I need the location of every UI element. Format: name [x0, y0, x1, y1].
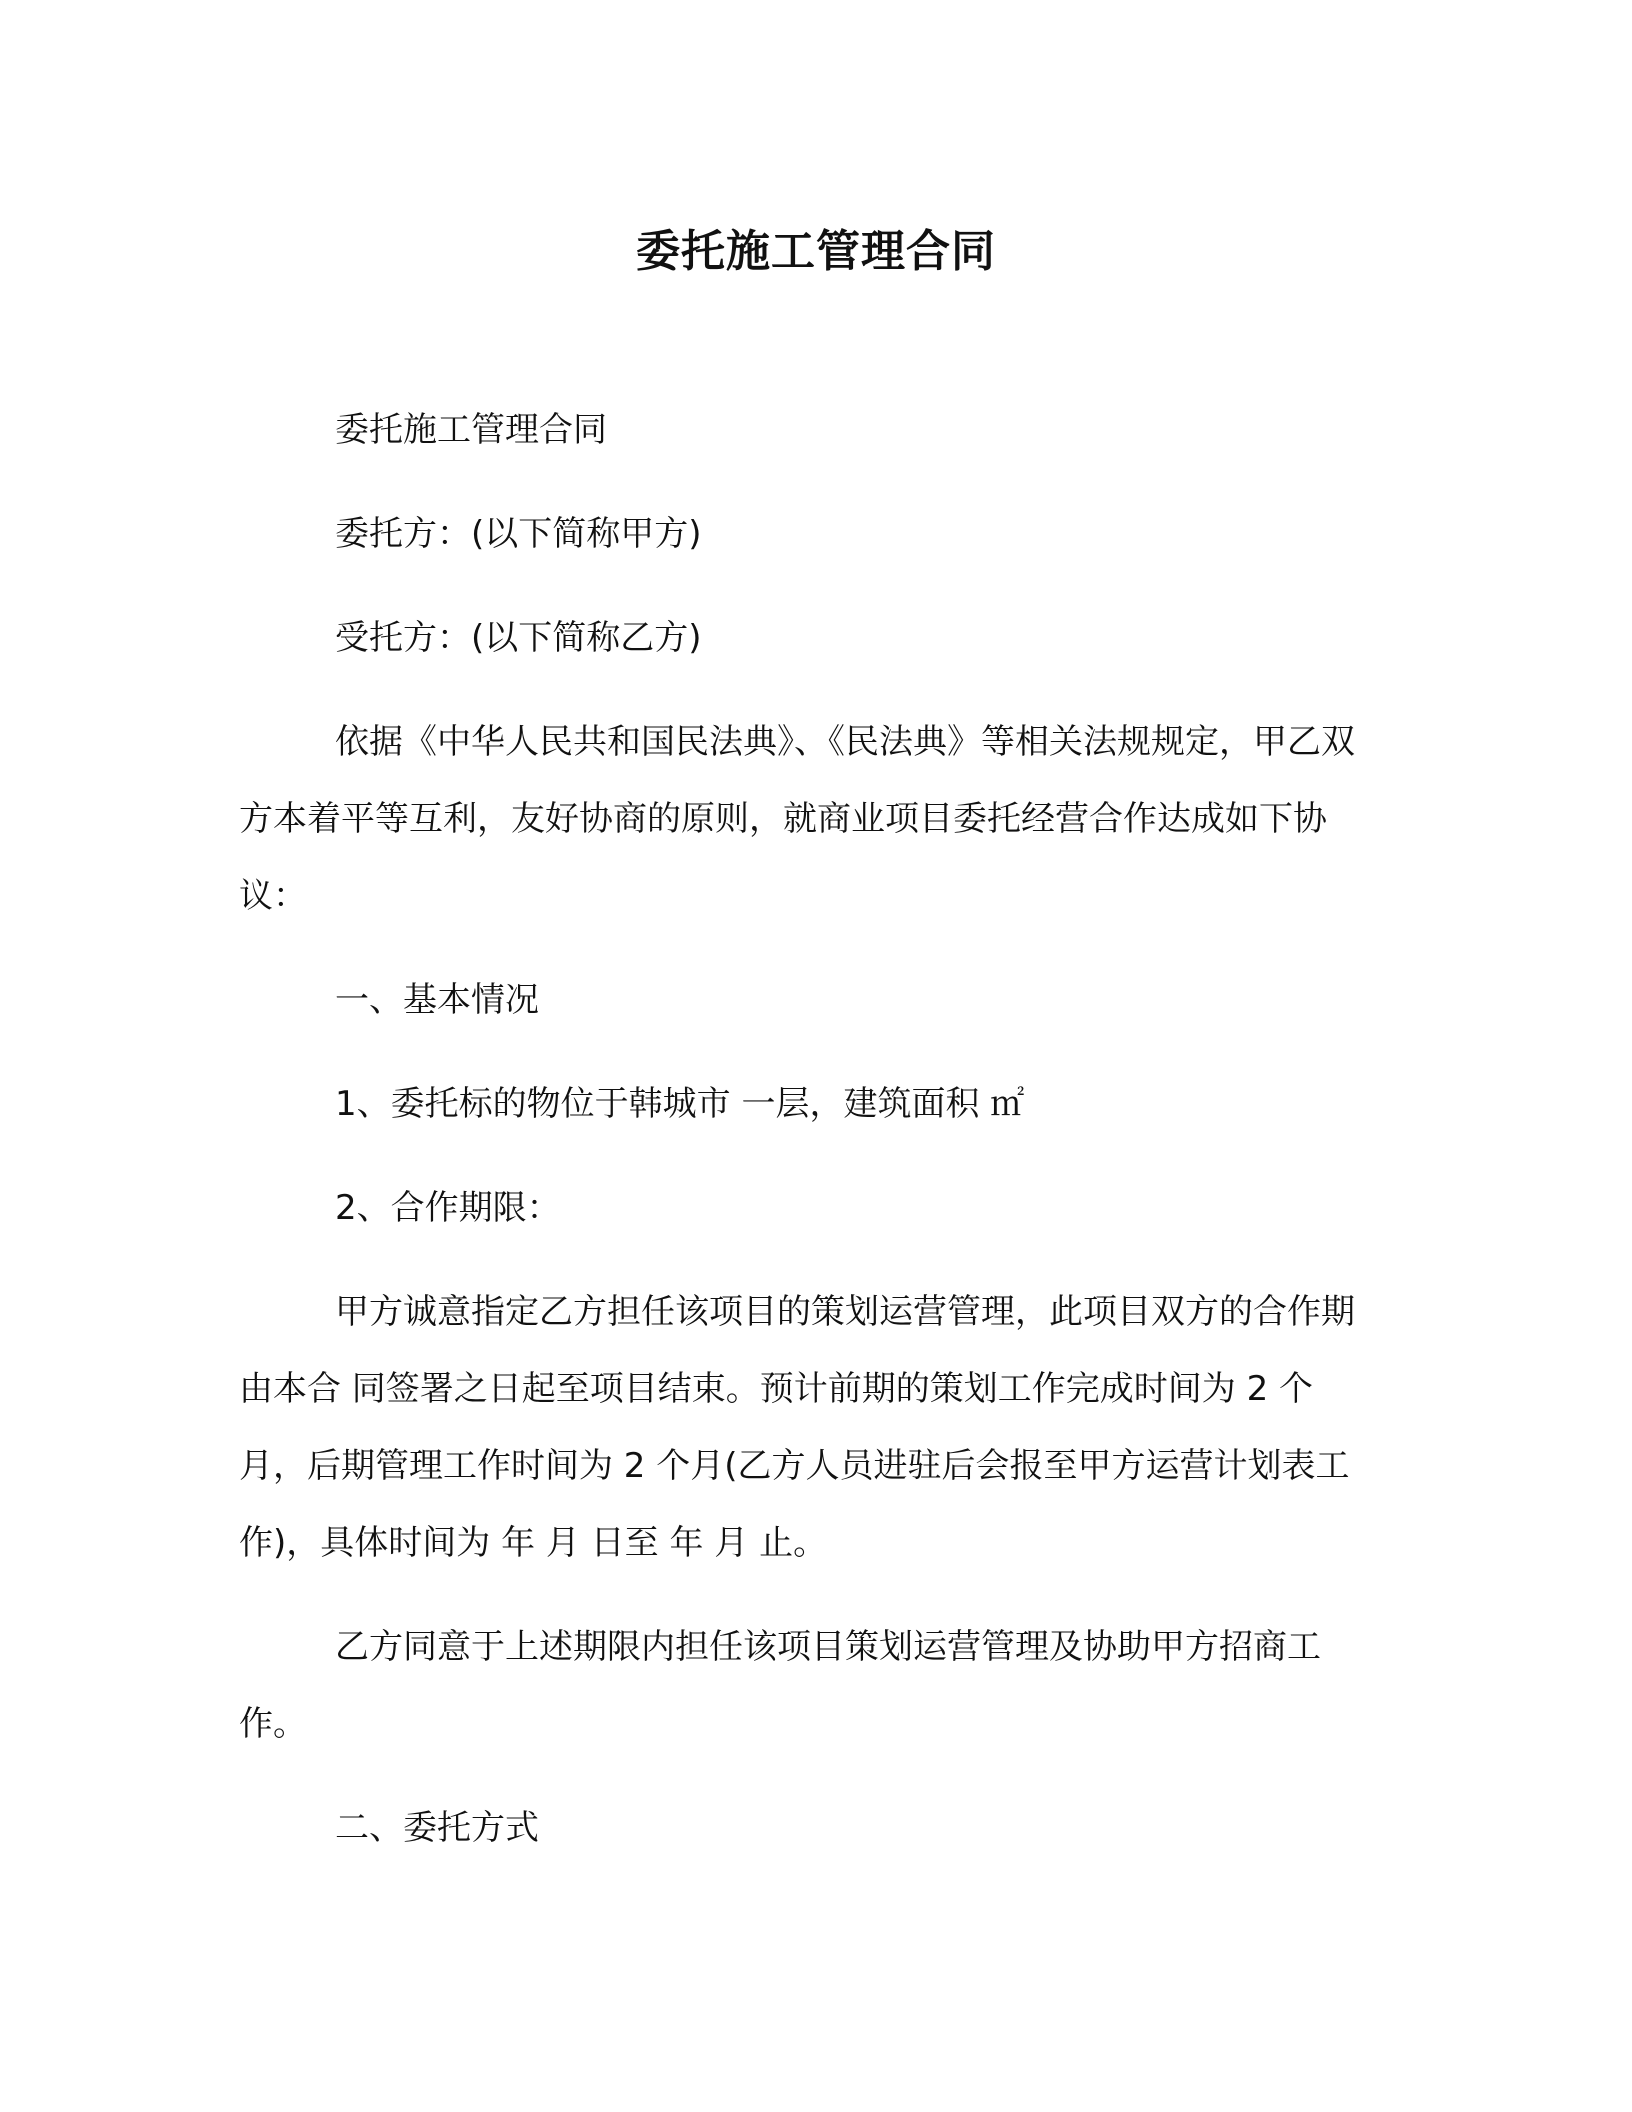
- paragraph-principal: 委托方：(以下简称甲方): [335, 514, 702, 554]
- clause-term-heading: 2、合作期限：: [335, 1188, 561, 1228]
- clause-term-detail: 甲方诚意指定乙方担任该项目的策划运营管理，此项目双方的合作期由本合 同签署之日起至项目结束。预计前期的策划工作完成时间为 2 个月，后期管理工作时间为 2 个月(乙方人员进驻后会报至甲方运营计划表工作)，具体时间为 年 月 日至 年 月 止。: [239, 1292, 1355, 1563]
- paragraph-agent: 受托方：(以下简称乙方): [335, 618, 702, 658]
- paragraph-contract-name: 委托施工管理合同: [335, 410, 607, 450]
- paragraph-preamble: 依据《中华人民共和国民法典》、《民法典》等相关法规规定，甲乙双方本着平等互利，友好协商的原则，就商业项目委托经营合作达成如下协议：: [239, 722, 1355, 916]
- section-heading-basic: 一、基本情况: [335, 980, 539, 1020]
- section-heading-method: 二、委托方式: [335, 1808, 539, 1848]
- document-title: 委托施工管理合同: [636, 226, 996, 277]
- document-body: [239, 392, 1374, 1894]
- clause-agent-consent: 乙方同意于上述期限内担任该项目策划运营管理及协助甲方招商工作。: [239, 1627, 1321, 1744]
- clause-subject-location: 1、委托标的物位于韩城市 一层，建筑面积 ㎡: [335, 1084, 1025, 1124]
